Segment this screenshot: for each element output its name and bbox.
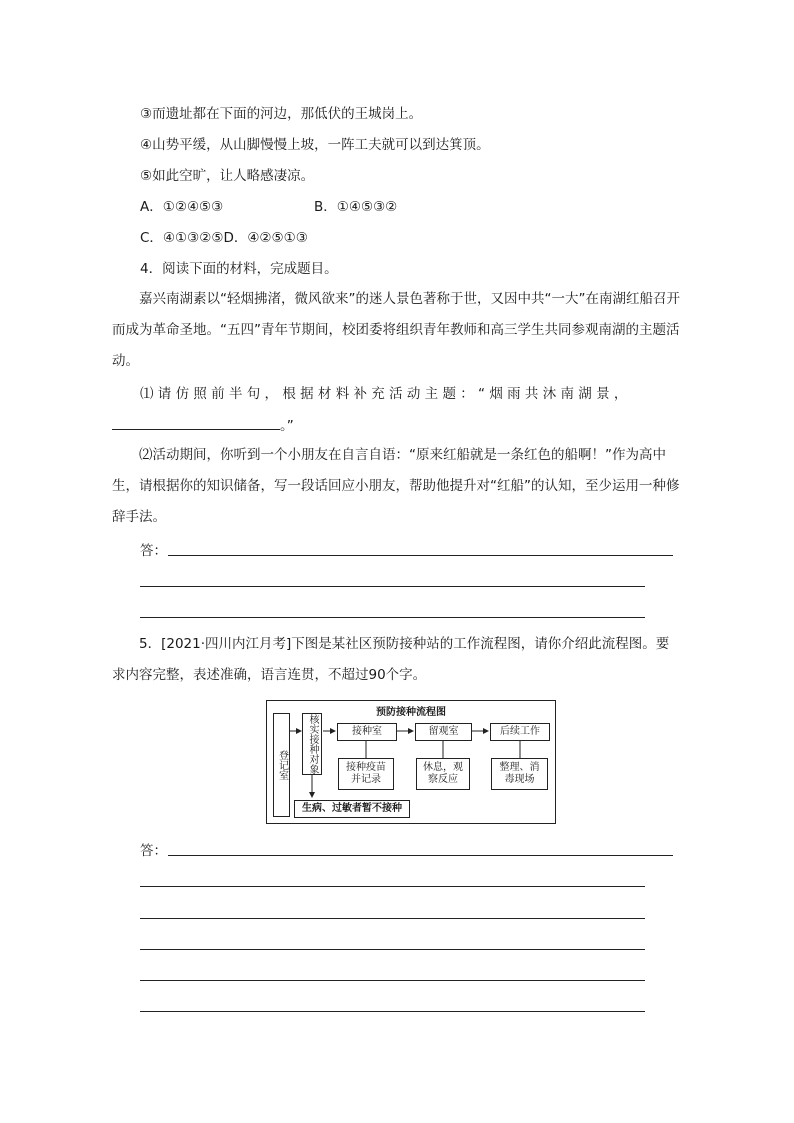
sub1-prefix: ⑴ 请 仿 照 前 半 句 ， 根 据 材 料 补 充 活 动 主 题 ： “ 烟 雨 共 沐 南 湖 景 ， bbox=[140, 386, 628, 402]
answer-label-q4: 答： bbox=[140, 543, 167, 559]
sub1-blank[interactable] bbox=[112, 415, 280, 430]
answer-line[interactable] bbox=[168, 855, 673, 856]
answer-label-q5: 答： bbox=[140, 843, 167, 859]
flow-vaccinate-box: 接种室 bbox=[337, 723, 397, 741]
choice-a: A．①②④⑤③ bbox=[140, 199, 224, 215]
option-item-4: ④山势平缓，从山脚慢慢上坡，一阵工夫就可以到达箕顶。 bbox=[140, 137, 490, 153]
question-4-title: 4．阅读下面的材料，完成题目。 bbox=[140, 261, 338, 277]
answer-line[interactable] bbox=[140, 617, 645, 618]
answer-line[interactable] bbox=[168, 555, 673, 556]
flow-observe-sub-box: 休息，观察反应 bbox=[416, 758, 470, 790]
choice-b: B．①④⑤③② bbox=[314, 199, 398, 215]
option-item-3: ③而遗址都在下面的河边，那低伏的王城岗上。 bbox=[140, 106, 423, 122]
answer-line[interactable] bbox=[140, 1011, 645, 1012]
answer-line[interactable] bbox=[140, 586, 645, 587]
question-4-sub1-blank-line bbox=[112, 415, 294, 436]
question-4-material: 嘉兴南湖素以“轻烟拂渚，微风欲来”的迷人景色著称于世，又因中共“一大”在南湖红船召开而成为革命圣地。“五四”青年节期间，校团委将组织青年教师和高三学生共同参观南湖的主题活动。 bbox=[112, 291, 680, 369]
flow-register-box: 登记室 bbox=[273, 713, 290, 817]
flow-vaccinate-sub-box: 接种疫苗并记录 bbox=[338, 758, 394, 790]
answer-line[interactable] bbox=[140, 949, 645, 950]
question-5-text: 5．[2021·四川内江月考]下图是某社区预防接种站的工作流程图，请你介绍此流程图。要求内容完整，表述准确，语言连贯，不超过90个字。 bbox=[112, 636, 670, 683]
sub1-suffix: 。” bbox=[280, 418, 294, 434]
flow-exclude-box: 生病、过敏者暂不接种 bbox=[294, 800, 410, 818]
flow-observe-box: 留观室 bbox=[415, 723, 472, 741]
answer-line[interactable] bbox=[140, 980, 645, 981]
question-4-sub2: ⑵活动期间，你听到一个小朋友在自言自语：“原来红船就是一条红色的船啊！”作为高中生，请根据你的知识储备，写一段话回应小朋友，帮助他提升对“红船”的认知，至少运用一种修辞手法。 bbox=[112, 447, 680, 525]
vaccination-flowchart bbox=[266, 700, 556, 824]
question-4-sub1 bbox=[140, 384, 627, 404]
option-item-5: ⑤如此空旷，让人略感凄凉。 bbox=[140, 168, 315, 184]
choice-c-d: C．④①③②⑤D．④②⑤①③ bbox=[140, 230, 308, 246]
flow-followup-box: 后续工作 bbox=[490, 723, 550, 741]
flow-followup-sub-box: 整理、消毒现场 bbox=[491, 758, 548, 790]
flowchart-title: 预防接种流程图 bbox=[376, 707, 446, 718]
flow-verify-box: 核实接种对象 bbox=[302, 713, 322, 775]
answer-line[interactable] bbox=[140, 918, 645, 919]
answer-line[interactable] bbox=[140, 886, 645, 887]
